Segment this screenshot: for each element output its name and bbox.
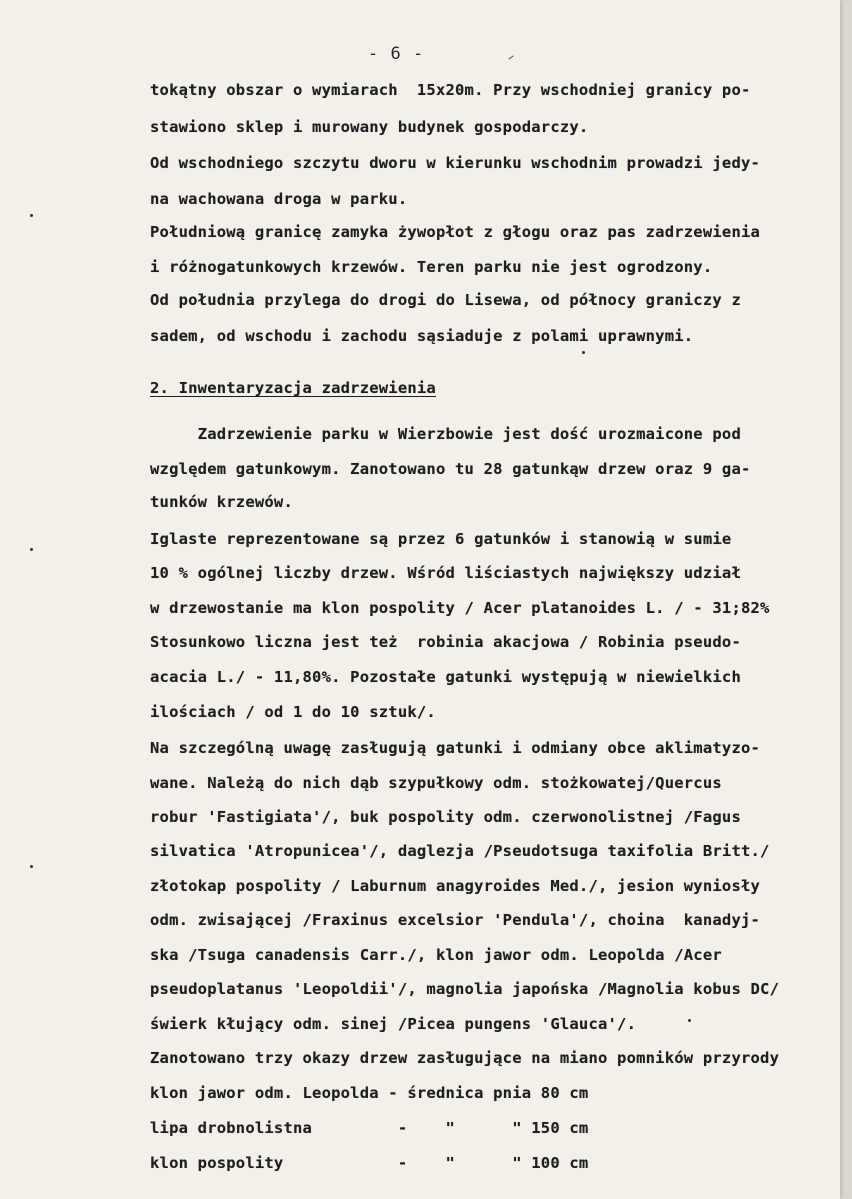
- text-line: tunków krzewów.: [150, 493, 293, 511]
- section-heading: 2. Inwentaryzacja zadrzewienia: [150, 379, 436, 397]
- text-line: pseudoplatanus 'Leopoldii'/, magnolia japońska /Magnolia kobus DC/: [150, 980, 780, 998]
- text-line: odm. zwisającej /Fraxinus excelsior 'Pendula'/, choina kanadyj-: [150, 911, 761, 929]
- text-line: Na szczególną uwagę zasługują gatunki i odmiany obce aklimatyzo-: [150, 739, 761, 757]
- text-line: Od wschodniego szczytu dworu w kierunku wschodnim prowadzi jedy-: [150, 154, 761, 172]
- text-line: ilościach / od 1 do 10 sztuk/.: [150, 703, 436, 721]
- text-line: świerk kłujący odm. sinej /Picea pungens 'Glauca'/.: [150, 1015, 637, 1033]
- text-line: ska /Tsuga canadensis Carr./, klon jawor odm. Leopolda /Acer: [150, 946, 722, 964]
- page-number: - 6 -: [368, 44, 425, 64]
- text-line: lipa drobnolistna - " " 150 cm: [150, 1119, 589, 1137]
- text-line: Stosunkowo liczna jest też robinia akacjowa / Robinia pseudo-: [150, 633, 741, 651]
- pen-mark: [508, 55, 513, 59]
- text-line: sadem, od wschodu i zachodu sąsiaduje z polami uprawnymi.: [150, 327, 694, 345]
- text-line: i różnogatunkowych krzewów. Teren parku nie jest ogrodzony.: [150, 258, 713, 276]
- text-line: klon jawor odm. Leopolda - średnica pnia 80 cm: [150, 1084, 589, 1102]
- text-line: Od południa przylega do drogi do Lisewa, od północy graniczy z: [150, 291, 741, 309]
- scan-speck: [30, 548, 33, 551]
- scan-speck: [30, 214, 33, 217]
- text-line: 10 % ogólnej liczby drzew. Wśród liściastych największy udział: [150, 564, 741, 582]
- text-line: tokątny obszar o wymiarach 15x20m. Przy wschodniej granicy po-: [150, 81, 751, 99]
- text-line: klon pospolity - " " 100 cm: [150, 1154, 589, 1172]
- text-line: Zadrzewienie parku w Wierzbowie jest dość urozmaicone pod: [150, 425, 741, 443]
- scan-speck: [30, 865, 33, 868]
- text-line: wane. Należą do nich dąb szypułkowy odm. stożkowatej/Quercus: [150, 774, 722, 792]
- text-line: Południową granicę zamyka żywopłot z głogu oraz pas zadrzewienia: [150, 223, 761, 241]
- text-line: stawiono sklep i murowany budynek gospodarczy.: [150, 118, 589, 136]
- text-line: złotokap pospolity / Laburnum anagyroides Med./, jesion wyniosły: [150, 877, 761, 895]
- text-line: Zanotowano trzy okazy drzew zasługujące na miano pomników przyrody: [150, 1049, 780, 1067]
- scan-speck: [688, 1019, 691, 1022]
- text-line: względem gatunkowym. Zanotowano tu 28 gatunkąw drzew oraz 9 ga-: [150, 460, 751, 478]
- text-line: na wachowana droga w parku.: [150, 190, 408, 208]
- text-line: Iglaste reprezentowane są przez 6 gatunków i stanowią w sumie: [150, 530, 732, 548]
- scan-speck: [582, 351, 585, 354]
- text-line: acacia L./ - 11,80%. Pozostałe gatunki występują w niewielkich: [150, 668, 741, 686]
- text-line: w drzewostanie ma klon pospolity / Acer platanoides L. / - 31;82%: [150, 599, 770, 617]
- text-line: silvatica 'Atropunicea'/, daglezja /Pseudotsuga taxifolia Britt./: [150, 842, 770, 860]
- text-line: robur 'Fastigiata'/, buk pospolity odm. czerwonolistnej /Fagus: [150, 808, 741, 826]
